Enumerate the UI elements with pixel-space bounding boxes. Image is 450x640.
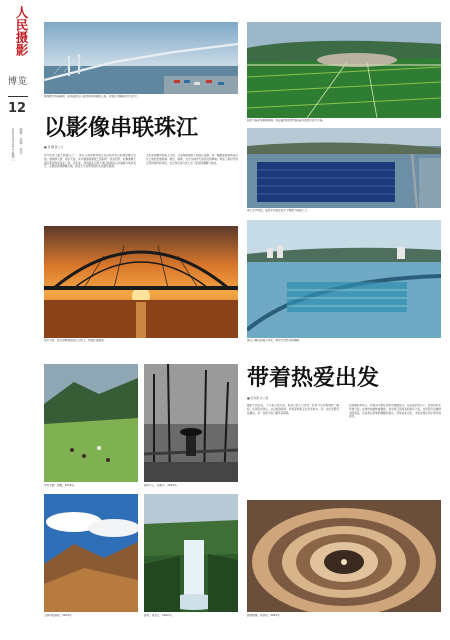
photo-rice-fields bbox=[247, 22, 441, 118]
photo-harbor bbox=[247, 220, 441, 338]
photo-rain-street bbox=[144, 364, 238, 482]
article-1-paragraph-2: 无论是晨曦中的海上大桥，还是晚霞映照下的跨江通道，每一幅画面都承载着这片土地的发展故事。稻田、渔港、光伏与城市天际线交相辉映，构成了新时代珠江两岸独特的风景，也让我对这片热土有了更深的理解与热爱。 bbox=[146, 154, 238, 165]
caption-2: 稻田与海岸线相映成趣，绿意盎然的田野连接着远处的村落与大海。 bbox=[247, 119, 325, 122]
caption-8: 云海中的高原，2023年。 bbox=[44, 614, 74, 617]
photo-solar-farm bbox=[247, 128, 441, 208]
caption-10: 旋转楼梯，梵蒂冈，2023年。 bbox=[247, 614, 283, 617]
caption-6: 草原牛群，新疆，2024年。 bbox=[44, 484, 77, 487]
waterfall-image bbox=[144, 494, 238, 612]
grassland-image bbox=[44, 364, 138, 482]
article-2-paragraph-2: 在新疆的草原上，我看到牛群在晨雾中缓缓前行；在高原的雪山下，我等待阳光穿透云层；在城市的旋转楼梯前，我寻找几何线条的秩序之美。这些照片是旅途中的收获，也是我对世界的理解和表达。带着热爱出发，才能发现生活中更多的美好。 bbox=[349, 404, 441, 419]
photo-sunset-bridge bbox=[44, 226, 238, 338]
rain-street-image bbox=[144, 364, 238, 482]
article-1-title: 以影像串联珠江 bbox=[44, 115, 199, 141]
article-1-paragraph-1: 作为世界上最大的湾区之一，珠江口两岸城市群正在以前所未有的速度融合发展。港珠澳大桥、南沙大桥、深中通道等超级工程如同一条条纽带，把粤港澳大湾区紧密地连接在一起。近年来，我用镜头记录下珠江两岸的山川湖海与城乡变迁，从航拍视角俯瞰大地，感受人与自然和谐共生的美好画卷。 bbox=[44, 154, 136, 169]
sea-bridge-image bbox=[44, 22, 238, 94]
solar-farm-image bbox=[247, 128, 441, 208]
caption-3: 海上光伏电站，蓝色光伏板在阳光下铺展于海面之上。 bbox=[247, 209, 310, 212]
caption-4: 南沙大桥，落日余晖洒在跨江大桥上，构成壮美画卷。 bbox=[44, 339, 107, 342]
masthead-logo: 人民摄影 bbox=[14, 6, 29, 56]
photo-sea-bridge bbox=[44, 22, 238, 94]
article-1-byline: ■ 邹 麟 图 | 文 bbox=[44, 145, 64, 149]
section-label: 博览 bbox=[8, 77, 29, 87]
masthead-rule bbox=[8, 96, 28, 97]
highland-clouds-image bbox=[44, 494, 138, 612]
photo-spiral-staircase bbox=[247, 500, 441, 612]
masthead-strip bbox=[4, 4, 34, 284]
editor-line: 编辑： 美编： 校对： bbox=[19, 128, 23, 157]
caption-7: 雨中行人，西班牙，2023年。 bbox=[144, 484, 180, 487]
article-2-byline: ■ 张雪源 文 | 图 bbox=[247, 396, 269, 400]
harbor-image bbox=[247, 220, 441, 338]
caption-5: 珠江口港区的海上风光，城市与自然交相辉映。 bbox=[247, 339, 302, 342]
article-2-title: 带着热爱出发 bbox=[247, 365, 380, 391]
caption-1: 港珠澳大桥海豚塔，是连接珠江口东西两岸的超级工程，宛如巨龙横卧在伶仃洋上。 bbox=[44, 95, 140, 98]
rice-fields-image bbox=[247, 22, 441, 118]
photo-grassland bbox=[44, 364, 138, 482]
photo-highland-clouds bbox=[44, 494, 138, 612]
article-2-paragraph-1: 摄影于我而言，不只是记录风景，更是记录人与自然、时间与空间相遇的一瞬间。从草原到雪山，从古城到海岸，我背起相机走过许多地方。每一次出发都带着期待，每一次按下快门都怀着敬畏。 bbox=[247, 404, 339, 415]
sunset-bridge-image bbox=[44, 226, 238, 338]
date-line: 2024年7月24日 星期三 bbox=[11, 128, 15, 161]
caption-9: 瀑布，黑龙江，2022年。 bbox=[144, 614, 174, 617]
spiral-staircase-image bbox=[247, 500, 441, 612]
photo-waterfall bbox=[144, 494, 238, 612]
page-number: 12 bbox=[8, 101, 27, 116]
